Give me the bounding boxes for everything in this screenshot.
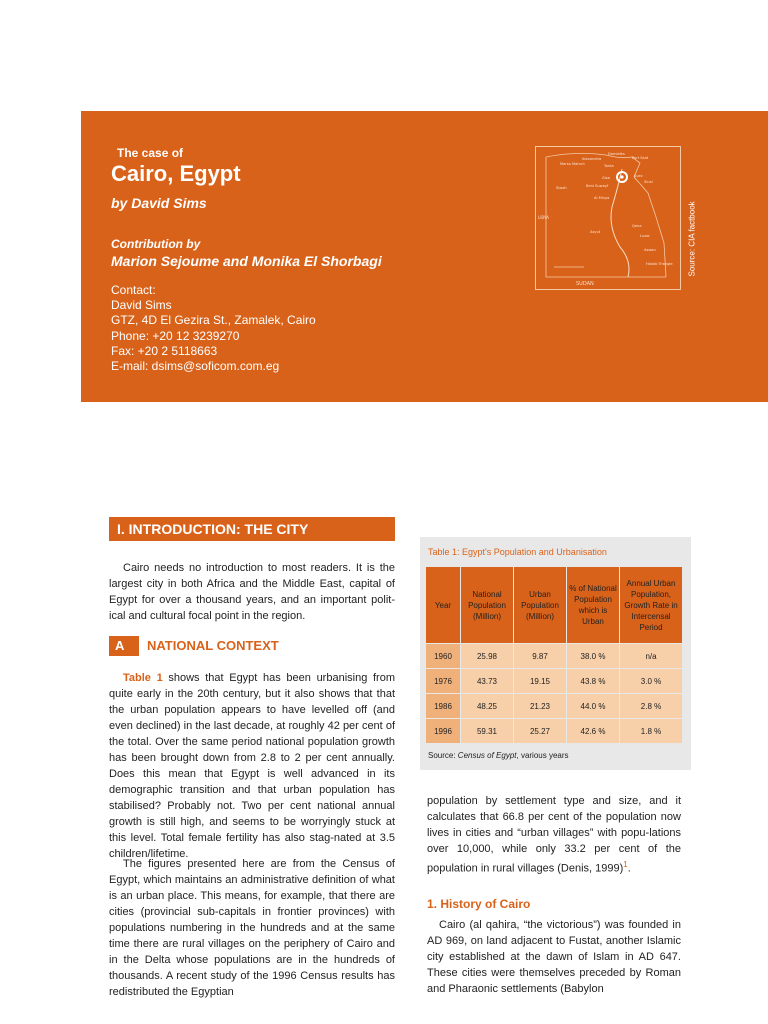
national-context-paragraph [109, 670, 395, 862]
paragraph-end: . [627, 862, 631, 875]
table-row [426, 644, 682, 668]
column-header: National Population (Million) [461, 567, 513, 643]
map-source-credit [685, 195, 699, 281]
table-cell: 25.27 [514, 719, 566, 743]
map-label: Port Said [632, 156, 649, 160]
source-rest: , various years [516, 751, 569, 760]
footnote-reference[interactable]: 1 [623, 860, 628, 869]
column-header: Urban Population (Million) [514, 567, 566, 643]
table-cell: 1960 [426, 644, 460, 668]
case-of-label: The case of [117, 146, 184, 160]
section-header: I. INTRODUCTION: THE CITY [109, 517, 395, 541]
table-cell: 19.15 [514, 669, 566, 693]
table-cell: 42.6 % [567, 719, 619, 743]
table-cell: 25.98 [461, 644, 513, 668]
contact-line: GTZ, 4D El Gezira St., Zamalek, Cairo [111, 313, 316, 328]
contact-block [111, 283, 316, 374]
map-label: Damietta [608, 152, 625, 156]
table-row [426, 694, 682, 718]
subsection-header [109, 636, 279, 656]
table-cell: 38.0 % [567, 644, 619, 668]
page-title: Cairo, Egypt [111, 161, 241, 186]
map-label: Suez [634, 174, 643, 178]
map-label: Halaib Triangle [646, 262, 673, 266]
table-source [428, 751, 569, 760]
contact-line: David Sims [111, 298, 172, 313]
contributor-names: Marion Sejoume and Monika El Shorbagi [111, 253, 382, 269]
subsection-letter: A [109, 636, 139, 656]
map-label: Qena [632, 224, 642, 228]
map-label: Aswan [644, 248, 656, 252]
paragraph-text: shows that Egypt has been urbanising from quite early in the 20th century, but it also shows that that the urban population appears to have levelled off (and even declined) in the last decade, at roughly 42 per cent of the total. Over the same period national population growth has been brought down from 2.8 to 2 per cent annually. Does this mean that Egypt is well advanced in its demographic transition and that urban population has stabilised? Probably not. Two per cent national annual growth is still high, and seems to be worryingly stuck at this level. Total female fertility has also stag-nated at 3.5 children/lifetime. [109, 672, 395, 860]
table-header-row [426, 567, 682, 643]
settlement-paragraph [427, 793, 681, 877]
column-header: Year [426, 567, 460, 643]
map-label: Marsa Matruh [560, 162, 585, 166]
table-cell: 1996 [426, 719, 460, 743]
column-header: % of National Population which is Urban [567, 567, 619, 643]
table-cell: 44.0 % [567, 694, 619, 718]
map-credit-text: Source: CIA factbook [687, 201, 697, 277]
subsection-title: NATIONAL CONTEXT [147, 638, 279, 653]
table-cell: 48.25 [461, 694, 513, 718]
title-banner [81, 111, 768, 402]
history-heading: 1. History of Cairo [427, 897, 531, 911]
column-header: Annual Urban Population, Growth Rate in Intercensal Period [620, 567, 682, 643]
contact-line: E-mail: dsims@soficom.com.eg [111, 359, 280, 374]
author-line: by David Sims [111, 195, 207, 211]
contact-line: Fax: +20 2 5118663 [111, 343, 218, 358]
table-reference-link[interactable]: Table 1 [123, 672, 163, 684]
population-table [425, 566, 683, 744]
egypt-map [535, 146, 681, 290]
table-cell: 1976 [426, 669, 460, 693]
census-paragraph: The figures presented here are from the Census of Egypt, which maintains an administrative definition of what is an urban place. This means, for example, that there are cities (provincial sub-capitals in frontier provinces) with populations numbering in the hundreds and at the same time there are rural villages on the periphery of Cairo and in the Delta whose populations are in the hundreds of thousands. A recent study of the 1996 Census results has redistributed the Egyptian [109, 858, 395, 998]
map-label: Alexandria [582, 157, 602, 161]
table-cell: 43.73 [461, 669, 513, 693]
table-cell: 1986 [426, 694, 460, 718]
table-cell: 21.23 [514, 694, 566, 718]
table-cell: n/a [620, 644, 682, 668]
map-label: Tanta [604, 164, 614, 168]
map-label: Al Minya [594, 196, 610, 200]
table-cell: 3.0 % [620, 669, 682, 693]
contact-line: Phone: +20 12 3239270 [111, 328, 240, 343]
map-label: Beni Suwayf [586, 184, 609, 188]
table-cell: 59.31 [461, 719, 513, 743]
map-label-sudan: SUDAN [576, 281, 594, 287]
table-cell: 1.8 % [620, 719, 682, 743]
map-label: Siwah [556, 186, 567, 190]
table-cell: 2.8 % [620, 694, 682, 718]
source-label: Source: [428, 751, 458, 760]
map-label-libya: LIBYA [538, 215, 549, 220]
table-panel [420, 537, 691, 770]
paragraph-text: population by settlement type and size, and it calculates that 66.8 per cent of the population now lives in cities and “urban villages” with popu-lations over 10,000, while only 33.2 per cent of the population in rural villages (Denis, 1999) [427, 795, 681, 875]
table-row [426, 719, 682, 743]
history-paragraph: Cairo (al qahira, “the victorious”) was founded in AD 969, on land adjacent to Fustat, another Islamic city established at the dawn of Islam in AD 647. These cities were themselves preceded by Roman and Pharaonic settlements (Babylon [427, 919, 681, 995]
map-label: Luxor [640, 234, 650, 238]
map-label: Sinai [644, 180, 653, 184]
intro-paragraph: Cairo needs no introduction to most readers. It is the largest city in both Africa and the Middle East, capital of Egypt for over a thousand years, and an important polit-ical and cultural focal point in the region. [109, 562, 395, 622]
table-cell: 43.8 % [567, 669, 619, 693]
table-cell: 9.87 [514, 644, 566, 668]
egypt-map-graphic [536, 147, 680, 289]
contribution-label: Contribution by [111, 237, 201, 251]
map-label: Giza [602, 176, 610, 180]
source-title: Census of Egypt [457, 751, 517, 760]
contact-line: Contact: [111, 283, 156, 297]
table-row [426, 669, 682, 693]
table-caption: Table 1: Egypt's Population and Urbanisation [428, 547, 607, 557]
map-label: Asyut [590, 230, 601, 234]
